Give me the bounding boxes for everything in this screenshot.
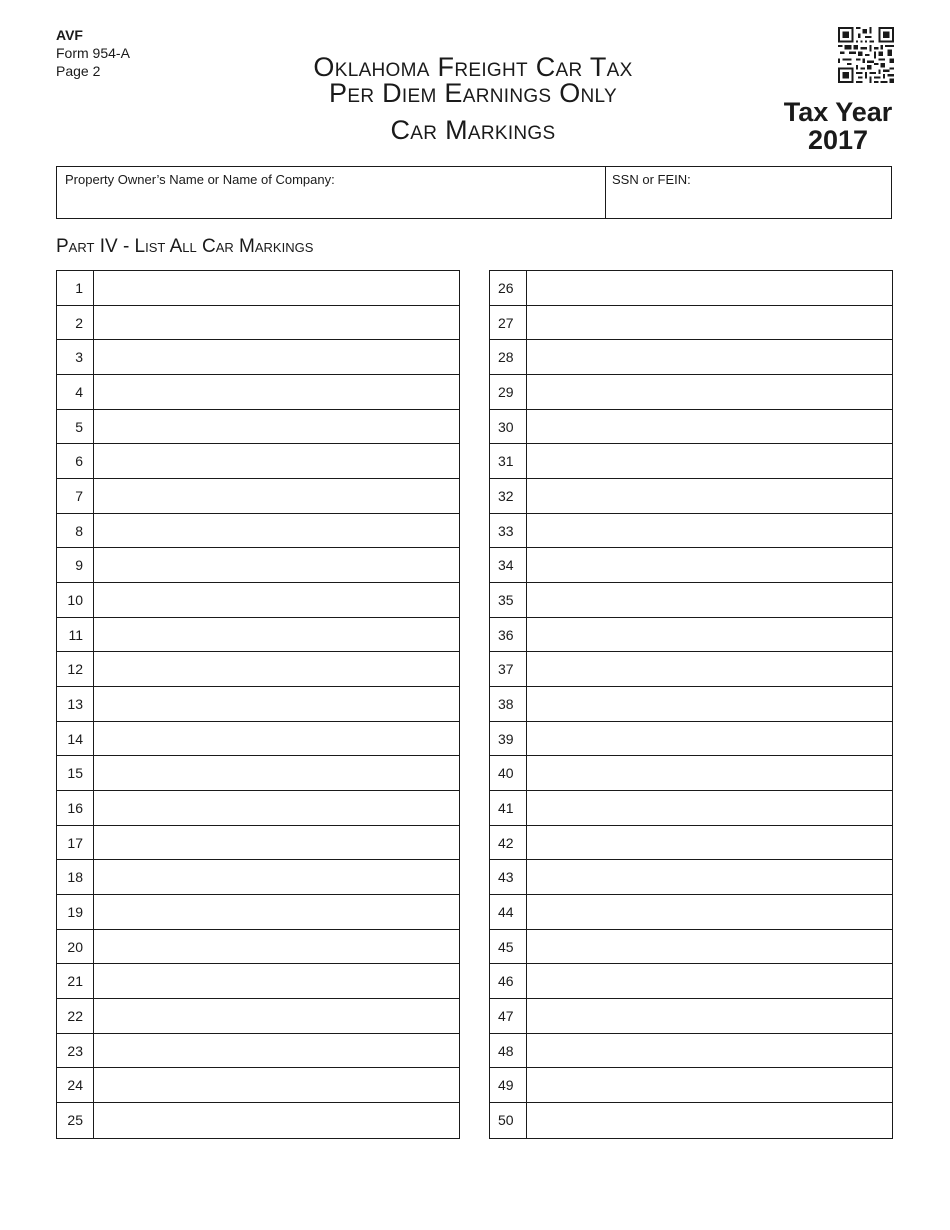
car-marking-row bbox=[490, 548, 892, 583]
row-number: 31 bbox=[490, 444, 527, 478]
row-number: 50 bbox=[490, 1103, 527, 1138]
row-number: 36 bbox=[490, 618, 527, 652]
car-marking-entry-field[interactable] bbox=[527, 410, 892, 444]
car-marking-entry-field[interactable] bbox=[527, 1068, 892, 1102]
car-marking-row bbox=[490, 895, 892, 930]
row-number: 18 bbox=[57, 860, 94, 894]
row-number: 46 bbox=[490, 964, 527, 998]
car-marking-entry-field[interactable] bbox=[94, 1068, 459, 1102]
row-number: 47 bbox=[490, 999, 527, 1033]
car-marking-entry-field[interactable] bbox=[527, 930, 892, 964]
car-marking-row bbox=[57, 826, 459, 861]
car-marking-row bbox=[490, 479, 892, 514]
car-marking-entry-field[interactable] bbox=[94, 583, 459, 617]
owner-info-box bbox=[56, 166, 892, 219]
car-marking-entry-field[interactable] bbox=[94, 722, 459, 756]
car-marking-row bbox=[57, 514, 459, 549]
car-marking-entry-field[interactable] bbox=[94, 514, 459, 548]
row-number: 11 bbox=[57, 618, 94, 652]
car-marking-row bbox=[57, 895, 459, 930]
car-marking-entry-field[interactable] bbox=[527, 375, 892, 409]
car-marking-row bbox=[57, 860, 459, 895]
car-marking-entry-field[interactable] bbox=[527, 444, 892, 478]
form-identifier bbox=[56, 26, 130, 80]
form-title-line3: Car Markings bbox=[390, 115, 556, 145]
row-number: 17 bbox=[57, 826, 94, 860]
car-marking-entry-field[interactable] bbox=[94, 1103, 459, 1138]
car-marking-row bbox=[57, 930, 459, 965]
car-marking-entry-field[interactable] bbox=[527, 722, 892, 756]
row-number: 14 bbox=[57, 722, 94, 756]
car-marking-row bbox=[490, 618, 892, 653]
car-marking-row bbox=[57, 1068, 459, 1103]
row-number: 43 bbox=[490, 860, 527, 894]
car-marking-entry-field[interactable] bbox=[94, 340, 459, 374]
car-marking-row bbox=[490, 826, 892, 861]
row-number: 21 bbox=[57, 964, 94, 998]
car-marking-row bbox=[490, 410, 892, 445]
car-marking-entry-field[interactable] bbox=[527, 340, 892, 374]
car-marking-row bbox=[490, 583, 892, 618]
row-number: 37 bbox=[490, 652, 527, 686]
car-marking-row bbox=[490, 687, 892, 722]
car-marking-row bbox=[57, 271, 459, 306]
car-marking-entry-field[interactable] bbox=[94, 410, 459, 444]
car-marking-row bbox=[490, 1034, 892, 1069]
car-marking-entry-field[interactable] bbox=[94, 895, 459, 929]
tax-year-value: 2017 bbox=[807, 125, 869, 155]
owner-name-label: Property Owner’s Name or Name of Company: bbox=[65, 172, 335, 187]
row-number: 22 bbox=[57, 999, 94, 1033]
row-number: 35 bbox=[490, 583, 527, 617]
row-number: 26 bbox=[490, 271, 527, 305]
car-marking-row bbox=[57, 1034, 459, 1069]
car-marking-row bbox=[57, 791, 459, 826]
car-marking-row bbox=[57, 479, 459, 514]
car-marking-entry-field[interactable] bbox=[94, 930, 459, 964]
form-number: Form 954-A bbox=[56, 45, 130, 61]
car-marking-row bbox=[490, 964, 892, 999]
row-number: 10 bbox=[57, 583, 94, 617]
ssn-fein-label: SSN or FEIN: bbox=[612, 172, 691, 187]
form-title-line2: Per Diem Earnings Only bbox=[329, 78, 617, 108]
car-marking-entry-field[interactable] bbox=[527, 999, 892, 1033]
row-number: 24 bbox=[57, 1068, 94, 1102]
row-number: 41 bbox=[490, 791, 527, 825]
car-marking-entry-field[interactable] bbox=[527, 895, 892, 929]
row-number: 28 bbox=[490, 340, 527, 374]
row-number: 20 bbox=[57, 930, 94, 964]
car-marking-entry-field[interactable] bbox=[527, 514, 892, 548]
car-marking-entry-field[interactable] bbox=[94, 1034, 459, 1068]
row-number: 40 bbox=[490, 756, 527, 790]
car-marking-entry-field[interactable] bbox=[527, 548, 892, 582]
car-marking-row bbox=[490, 999, 892, 1034]
car-marking-entry-field[interactable] bbox=[527, 1034, 892, 1068]
car-marking-row bbox=[57, 583, 459, 618]
car-marking-row bbox=[57, 306, 459, 341]
row-number: 19 bbox=[57, 895, 94, 929]
row-number: 3 bbox=[57, 340, 94, 374]
page-number: Page 2 bbox=[56, 63, 101, 79]
car-marking-row bbox=[57, 548, 459, 583]
car-marking-entry-field[interactable] bbox=[527, 860, 892, 894]
car-marking-entry-field[interactable] bbox=[527, 271, 892, 305]
car-marking-entry-field[interactable] bbox=[94, 652, 459, 686]
car-marking-entry-field[interactable] bbox=[94, 860, 459, 894]
form-code: AVF bbox=[56, 27, 83, 43]
car-marking-entry-field[interactable] bbox=[527, 964, 892, 998]
row-number: 5 bbox=[57, 410, 94, 444]
car-marking-row bbox=[57, 687, 459, 722]
owner-name-field[interactable] bbox=[57, 167, 606, 218]
row-number: 33 bbox=[490, 514, 527, 548]
car-marking-entry-field[interactable] bbox=[94, 687, 459, 721]
car-marking-entry-field[interactable] bbox=[94, 306, 459, 340]
row-number: 9 bbox=[57, 548, 94, 582]
car-marking-row bbox=[490, 306, 892, 341]
ssn-fein-field[interactable] bbox=[606, 167, 891, 218]
car-marking-row bbox=[57, 652, 459, 687]
form-title-line1: Oklahoma Freight Car Tax bbox=[313, 52, 633, 82]
car-marking-row bbox=[57, 340, 459, 375]
car-marking-row bbox=[490, 860, 892, 895]
car-marking-entry-field[interactable] bbox=[527, 306, 892, 340]
row-number: 39 bbox=[490, 722, 527, 756]
car-marking-row bbox=[490, 271, 892, 306]
car-marking-row bbox=[490, 791, 892, 826]
row-number: 16 bbox=[57, 791, 94, 825]
row-number: 12 bbox=[57, 652, 94, 686]
car-marking-entry-field[interactable] bbox=[94, 999, 459, 1033]
car-marking-entry-field[interactable] bbox=[527, 618, 892, 652]
car-marking-entry-field[interactable] bbox=[527, 583, 892, 617]
car-marking-entry-field[interactable] bbox=[527, 826, 892, 860]
row-number: 6 bbox=[57, 444, 94, 478]
car-marking-entry-field[interactable] bbox=[94, 479, 459, 513]
row-number: 15 bbox=[57, 756, 94, 790]
car-marking-entry-field[interactable] bbox=[527, 479, 892, 513]
car-marking-entry-field[interactable] bbox=[94, 444, 459, 478]
car-marking-row bbox=[57, 722, 459, 757]
row-number: 2 bbox=[57, 306, 94, 340]
car-marking-row bbox=[57, 410, 459, 445]
row-number: 23 bbox=[57, 1034, 94, 1068]
car-marking-entry-field[interactable] bbox=[527, 756, 892, 790]
row-number: 7 bbox=[57, 479, 94, 513]
row-number: 45 bbox=[490, 930, 527, 964]
row-number: 49 bbox=[490, 1068, 527, 1102]
row-number: 27 bbox=[490, 306, 527, 340]
row-number: 1 bbox=[57, 271, 94, 305]
car-marking-row bbox=[490, 1068, 892, 1103]
part-iv-heading: Part IV - List All Car Markings bbox=[56, 236, 314, 257]
car-marking-row bbox=[57, 618, 459, 653]
car-marking-entry-field[interactable] bbox=[527, 791, 892, 825]
tax-year-block bbox=[770, 98, 906, 154]
car-marking-row bbox=[490, 514, 892, 549]
car-marking-entry-field[interactable] bbox=[94, 826, 459, 860]
row-number: 29 bbox=[490, 375, 527, 409]
car-marking-row bbox=[57, 964, 459, 999]
car-marking-row bbox=[57, 756, 459, 791]
row-number: 30 bbox=[490, 410, 527, 444]
row-number: 44 bbox=[490, 895, 527, 929]
row-number: 8 bbox=[57, 514, 94, 548]
car-marking-row bbox=[490, 1103, 892, 1138]
tax-year-label: Tax Year bbox=[783, 97, 893, 127]
car-markings-column-left bbox=[56, 270, 460, 1139]
car-marking-row bbox=[490, 756, 892, 791]
row-number: 4 bbox=[57, 375, 94, 409]
car-marking-entry-field[interactable] bbox=[94, 548, 459, 582]
car-marking-entry-field[interactable] bbox=[94, 964, 459, 998]
row-number: 34 bbox=[490, 548, 527, 582]
car-marking-row bbox=[490, 930, 892, 965]
row-number: 42 bbox=[490, 826, 527, 860]
car-marking-row bbox=[57, 375, 459, 410]
row-number: 48 bbox=[490, 1034, 527, 1068]
car-marking-entry-field[interactable] bbox=[94, 375, 459, 409]
car-marking-entry-field[interactable] bbox=[94, 618, 459, 652]
car-marking-entry-field[interactable] bbox=[527, 652, 892, 686]
car-marking-entry-field[interactable] bbox=[94, 271, 459, 305]
row-number: 13 bbox=[57, 687, 94, 721]
row-number: 38 bbox=[490, 687, 527, 721]
car-marking-row bbox=[490, 722, 892, 757]
row-number: 32 bbox=[490, 479, 527, 513]
car-marking-entry-field[interactable] bbox=[527, 687, 892, 721]
car-marking-entry-field[interactable] bbox=[94, 756, 459, 790]
car-marking-row bbox=[490, 375, 892, 410]
car-marking-row bbox=[57, 444, 459, 479]
car-marking-row bbox=[57, 999, 459, 1034]
car-marking-entry-field[interactable] bbox=[527, 1103, 892, 1138]
car-marking-row bbox=[490, 652, 892, 687]
row-number: 25 bbox=[57, 1103, 94, 1138]
qr-code-icon bbox=[838, 27, 894, 83]
car-marking-row bbox=[490, 444, 892, 479]
car-markings-column-right bbox=[489, 270, 893, 1139]
car-marking-row bbox=[57, 1103, 459, 1138]
car-marking-entry-field[interactable] bbox=[94, 791, 459, 825]
car-marking-row bbox=[490, 340, 892, 375]
